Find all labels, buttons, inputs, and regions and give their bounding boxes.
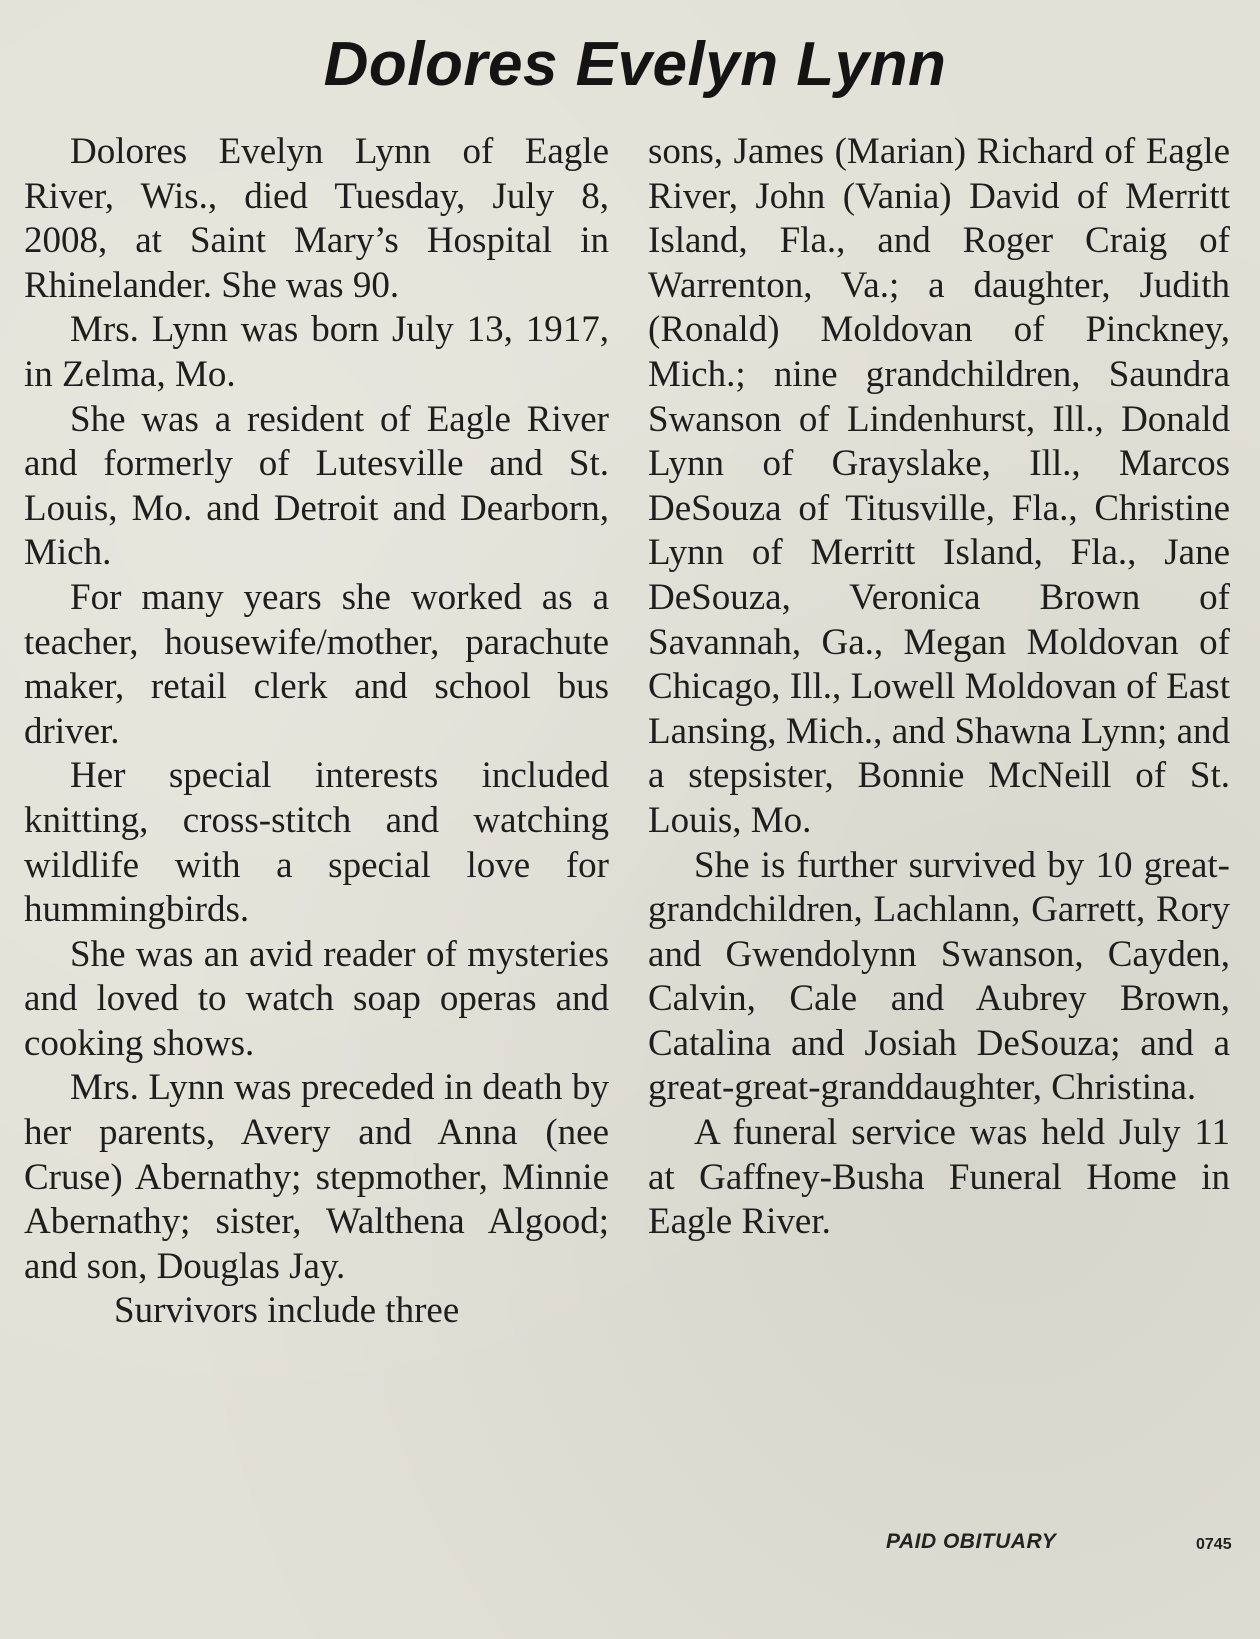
paragraph: Mrs. Lynn was born July 13, 1917, in Zelma, Mo.	[24, 309, 609, 395]
paragraph: She was an avid reader of mysteries and loved to watch soap operas and cooking shows.	[24, 933, 609, 1064]
paragraph: For many years she worked as a teacher, housewife/mother, parachute maker, retail clerk and school bus driver.	[24, 576, 609, 752]
headline: Dolores Evelyn Lynn	[323, 30, 947, 99]
paragraph: Survivors include three	[114, 1290, 460, 1332]
left-column	[24, 130, 609, 1334]
paragraph: sons, James (Marian) Richard of Eagle River, John (Vania) David of Merritt Island, Fla., and Roger Craig of Warrenton, Va.; a daughter, Judith (Ronald) Moldovan of Pinckney, Mich.; nine grandchildren, Saundra Swanson of Lindenhurst, Ill., Donald Lynn of Grayslake, Ill., Marcos DeSouza of Titusville, Fla., Christine Lynn of Merritt Island, Fla., Jane DeSouza, Veronica Brown of Savannah, Ga., Megan Moldovan of Chicago, Ill., Lowell Moldovan of East Lansing, Mich., and Shawna Lynn; and a stepsister, Bonnie McNeill of St. Louis, Mo.	[648, 131, 1230, 841]
paragraph: A funeral service was held July 11 at Gaffney-Busha Funeral Home in Eagle River.	[648, 1112, 1230, 1243]
paragraph: Mrs. Lynn was preceded in death by her parents, Avery and Anna (nee Cruse) Abernathy; stepmother, Minnie Abernathy; sister, Walthena Algood; and son, Douglas Jay.	[24, 1067, 609, 1287]
footer	[0, 1530, 1260, 1570]
ad-code: 0745	[1196, 1536, 1232, 1553]
paragraph: She was a resident of Eagle River and formerly of Lutesville and St. Louis, Mo. and Detroit and Dearborn, Mich.	[24, 398, 609, 574]
right-column	[648, 130, 1230, 1245]
paragraph: Her special interests included knitting, cross-stitch and watching wildlife with a special love for hummingbirds.	[24, 755, 609, 931]
paragraph: She is further survived by 10 great-grandchildren, Lachlann, Garrett, Rory and Gwendolynn Swanson, Cayden, Calvin, Cale and Aubrey Brown, Catalina and Josiah DeSouza; and a great-great-granddaughter, Christina.	[648, 844, 1230, 1109]
paragraph: Dolores Evelyn Lynn of Eagle River, Wis., died Tuesday, July 8, 2008, at Saint Mary’s Hospital in Rhinelander. She was 90.	[24, 131, 609, 306]
paid-obituary-label: PAID OBITUARY	[886, 1530, 1057, 1553]
